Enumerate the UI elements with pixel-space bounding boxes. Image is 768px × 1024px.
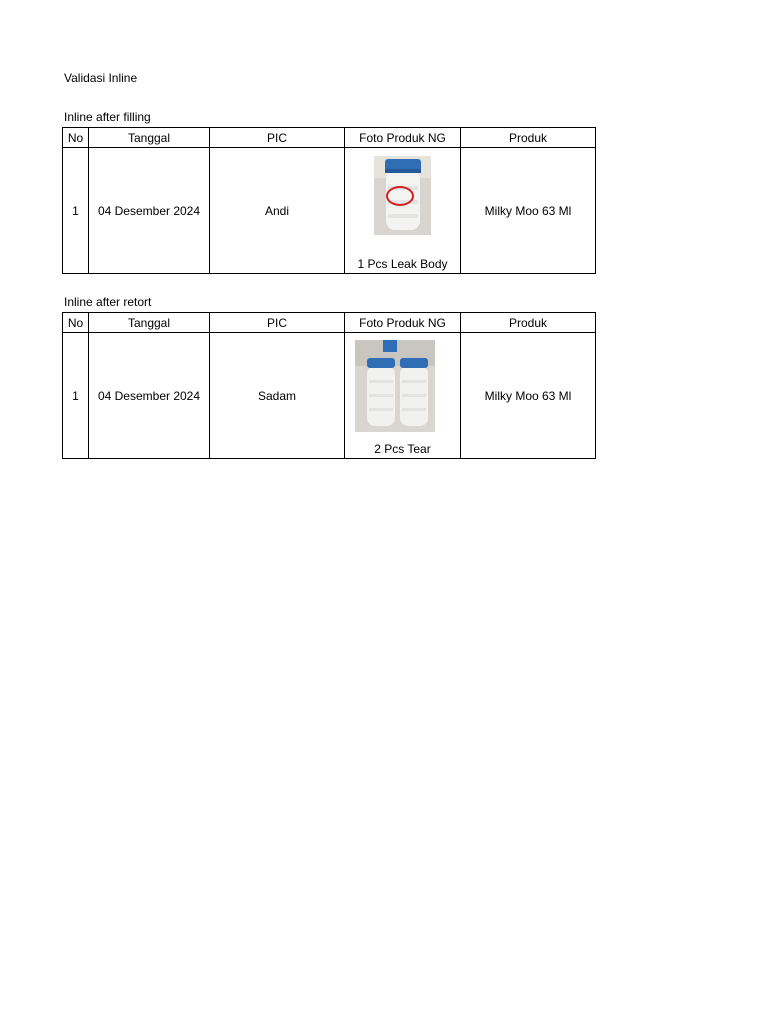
table-row [63, 333, 596, 459]
product-photo-leak-body [374, 156, 431, 235]
header-foto: Foto Produk NG [345, 313, 461, 333]
header-tanggal: Tanggal [89, 128, 210, 148]
cell-tanggal: 04 Desember 2024 [89, 333, 210, 459]
cell-photo [345, 148, 461, 274]
header-no: No [63, 128, 89, 148]
table-row [63, 148, 596, 274]
section-label-after-retort: Inline after retort [64, 295, 152, 309]
product-photo-tear [355, 340, 435, 432]
header-produk: Produk [461, 313, 596, 333]
header-produk: Produk [461, 128, 596, 148]
cell-produk: Milky Moo 63 Ml [461, 148, 596, 274]
section-label-after-filling: Inline after filling [64, 110, 151, 124]
bottles-tear-illustration [355, 340, 435, 432]
header-pic: PIC [210, 128, 345, 148]
cell-tanggal: 04 Desember 2024 [89, 148, 210, 274]
table-header-row [63, 313, 596, 333]
header-foto: Foto Produk NG [345, 128, 461, 148]
cell-produk: Milky Moo 63 Ml [461, 333, 596, 459]
bottle-leak-illustration [374, 156, 431, 235]
header-pic: PIC [210, 313, 345, 333]
page-title: Validasi Inline [64, 71, 138, 85]
table-after-retort [62, 312, 596, 459]
cell-pic: Sadam [210, 333, 345, 459]
cell-pic: Andi [210, 148, 345, 274]
photo-caption: 1 Pcs Leak Body [357, 257, 448, 271]
header-tanggal: Tanggal [89, 313, 210, 333]
cell-no: 1 [63, 333, 89, 459]
table-after-filling [62, 127, 596, 274]
table-header-row [63, 128, 596, 148]
header-no: No [63, 313, 89, 333]
cell-photo [345, 333, 461, 459]
cell-no: 1 [63, 148, 89, 274]
photo-caption: 2 Pcs Tear [374, 442, 431, 456]
